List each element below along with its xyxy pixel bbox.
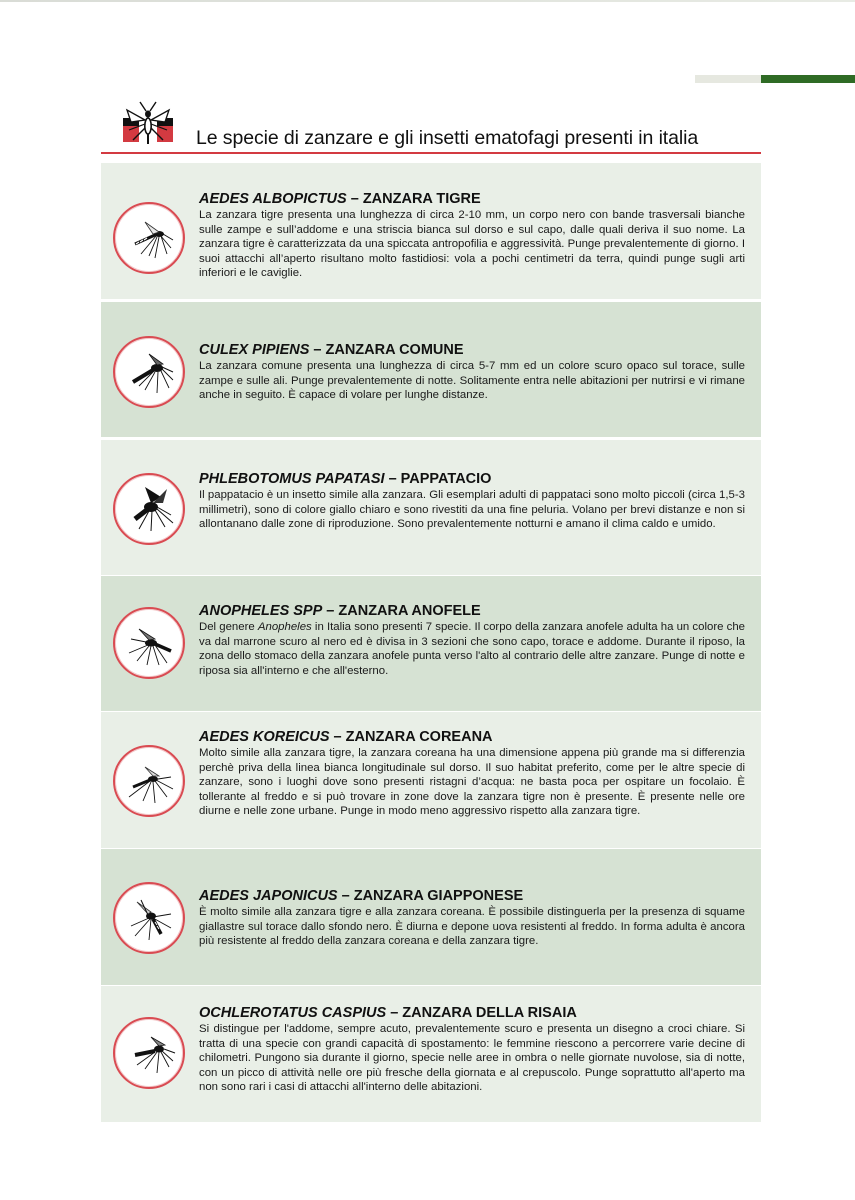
species-name: AEDES ALBOPICTUS – ZANZARA TIGRE (199, 191, 481, 207)
species-name: CULEX PIPIENS – ZANZARA COMUNE (199, 342, 464, 358)
species-description: Del genere Anopheles in Italia sono presenti 7 specie. Il corpo della zanzara anofele adulta ha un colore che va dal marrone scuro al nero ed è divisa in 3 sezioni che sono capo, torace e addome. Durante il riposo, la zona dello stomaco della zanzara anofele punta verso l'alto al contrario delle altre zanzare. Punge di notte e riposa sia all'interno e che all'esterno. (199, 621, 745, 677)
species-description: La zanzara comune presenta una lunghezza di circa 5-7 mm ed un colore scuro opaco sul torace, sulle zampe e sulle ali. Punge prevalentemente di notte. Solitamente entra nelle abitazioni per nutrirsi e vi rimane anche in seguito. È capace di volare per lunghe distanze. (199, 360, 745, 402)
mosquito-korean-icon (113, 745, 185, 817)
page-title: Le specie di zanzare e gli insetti ematofagi presenti in italia (196, 127, 699, 149)
species-card (101, 440, 761, 575)
top-rule (0, 0, 855, 2)
species-name: AEDES JAPONICUS – ZANZARA GIAPPONESE (199, 888, 524, 904)
page-header (101, 100, 761, 154)
species-card (101, 163, 761, 299)
species-name: PHLEBOTOMUS PAPATASI – PAPPATACIO (199, 471, 492, 487)
mosquito-japanese-icon (113, 882, 185, 954)
species-description: La zanzara tigre presenta una lunghezza di circa 2-10 mm, un corpo nero con bande trasversali bianche sulle zampe e sull’addome e una striscia bianca sul dorso e sul capo, dalle quali deriva il suo nome. La zanzara tigre è caratterizzata da una spiccata antropofilia e aggressività. Punge prevalentemente di giorno. I suoi attacchi all’aperto risultano molto fastidiosi: vola a pochi centimetri da terra, quindi punge sugli arti inferiori e le caviglie. (199, 209, 745, 280)
decorative-bar-green (761, 75, 855, 83)
species-name: OCHLEROTATUS CASPIUS – ZANZARA DELLA RISAIA (199, 1005, 577, 1021)
header-divider (101, 152, 761, 154)
species-name: AEDES KOREICUS – ZANZARA COREANA (199, 729, 493, 745)
mosquito-tiger-icon (113, 202, 185, 274)
mosquito-logo-icon (119, 100, 179, 146)
species-description: Il pappatacio è un insetto simile alla zanzara. Gli esemplari adulti di pappataci sono molto piccoli (circa 1,5-3 millimetri), sono di colore giallo chiaro e sono rivestiti da una fine peluria. Volano per brevi distanze e non si allontanano dalle zone di riproduzione. Sono prevalentemente notturni e amano il clima caldo e umido. (199, 489, 745, 531)
mosquito-rice-field-icon (113, 1017, 185, 1089)
species-card (101, 849, 761, 985)
species-description: È molto simile alla zanzara tigre e alla zanzara coreana. È possibile distinguerla per la presenza di squame giallastre sul torace dallo sfondo nero. È diurna e depone uova resistenti al freddo. In forma adulta è ancora più resistente al freddo della zanzara coreana e della zanzara tigre. (199, 906, 745, 948)
decorative-bar-light (695, 75, 761, 83)
mosquito-anopheles-icon (113, 607, 185, 679)
species-name: ANOPHELES SPP – ZANZARA ANOFELE (199, 603, 481, 619)
mosquito-common-icon (113, 336, 185, 408)
species-description: Si distingue per l'addome, sempre acuto, prevalentemente scuro e presenta un disegno a croci chiare. Si tratta di una specie con grandi capacità di spostamento: le femmine riescono a percorrere varie decine di chilometri. Pungono sia durante il giorno, specie nelle aree in ombra o nelle giornate nuvolose, sia di notte, con un picco di attività nelle ore più fresche della giornata e al crepuscolo. Punge soprattutto all'aperto ma non sono rari i casi di attacchi all'interno delle abitazioni. (199, 1023, 745, 1094)
sandfly-icon (113, 473, 185, 545)
species-card (101, 986, 761, 1122)
species-card (101, 302, 761, 437)
species-card (101, 576, 761, 711)
species-description: Molto simile alla zanzara tigre, la zanzara coreana ha una dimensione appena più grande ma si differenzia perchè priva della linea bianca longitudinale sul dorso. Il suo habitat preferito, come per le altre specie di zanzare, sono i luoghi dove sono presenti ristagni d’acqua: ne basta poca per ospitare un focolaio. È tollerante al freddo e si può trovare in zone dove la zanzara tigre non è presente. È presente nelle ore diurne e nelle zone urbane. Punge in modo meno aggressivo rispetto alla zanzara tigre. (199, 747, 745, 818)
species-card (101, 712, 761, 848)
